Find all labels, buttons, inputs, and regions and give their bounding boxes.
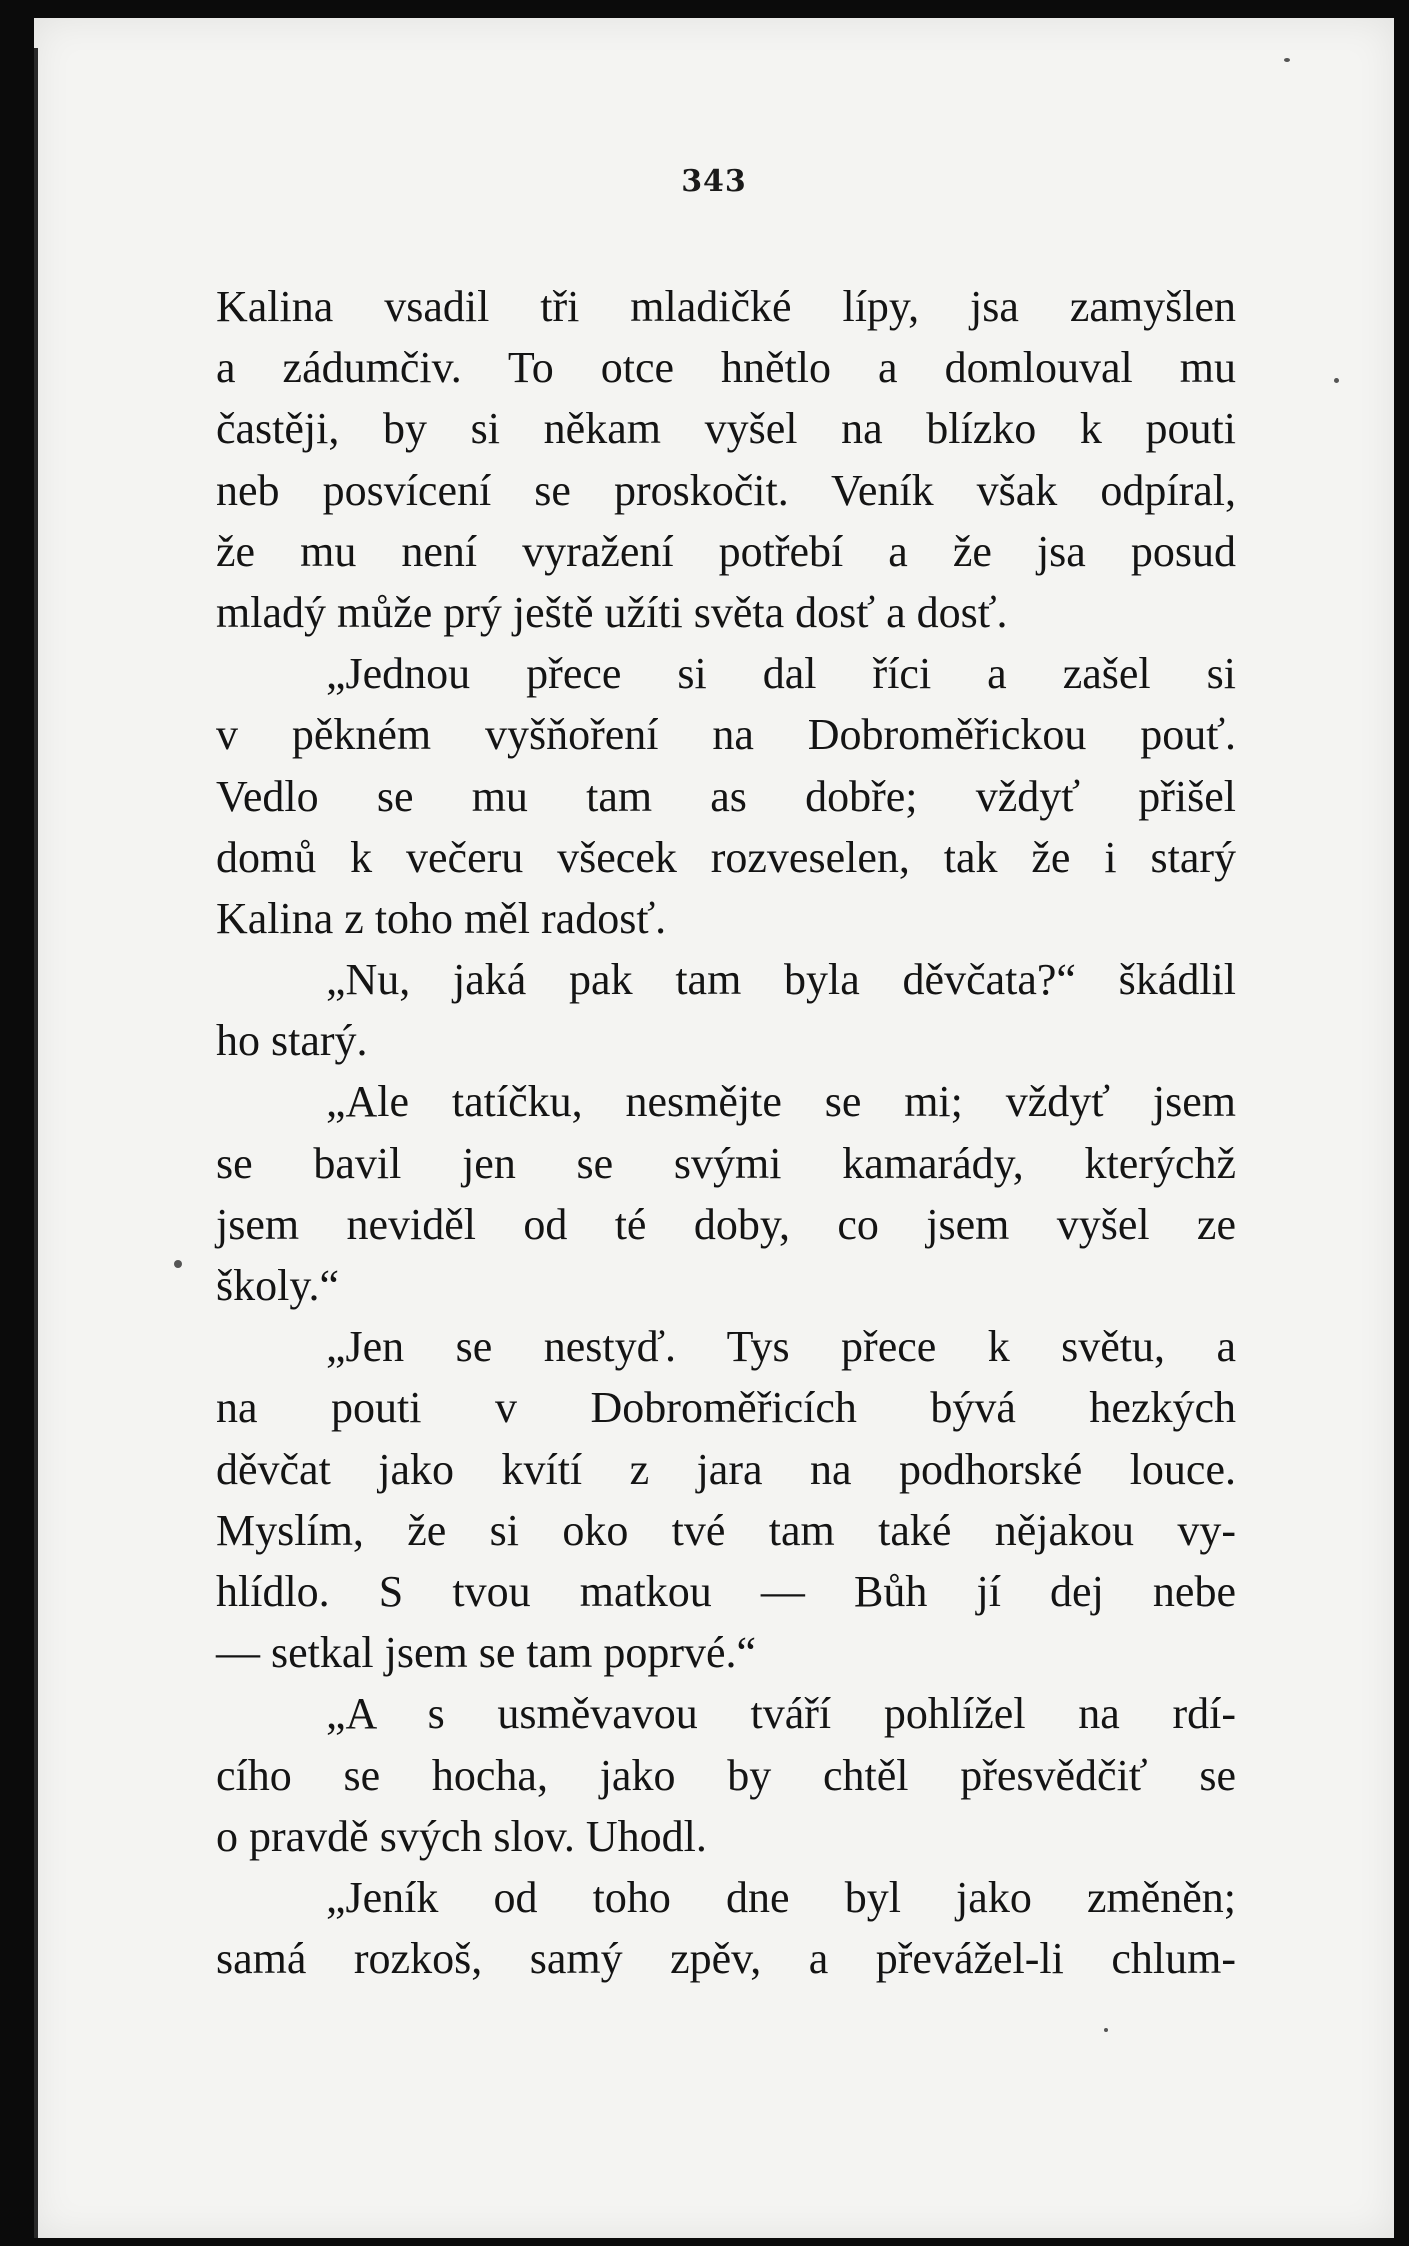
text-line: a zádumčiv. To otce hnětlo a domlouval mu bbox=[216, 343, 1236, 393]
text-line: ho starý. bbox=[216, 1016, 368, 1066]
text-line: „Ale tatíčku, nesmějte se mi; vždyť jsem bbox=[326, 1077, 1236, 1127]
scan-speck bbox=[1334, 378, 1339, 383]
text-line: Kalina vsadil tři mladičké lípy, jsa zamyšlen bbox=[216, 282, 1236, 331]
text-line: častěji, by si někam vyšel na blízko k pouti bbox=[216, 404, 1236, 454]
text-line: Kalina z toho měl radosť. bbox=[216, 893, 667, 943]
page-number: 343 bbox=[681, 164, 747, 199]
text-line: neb posvícení se proskočit. Veník však odpíral, bbox=[216, 465, 1236, 515]
text-line: na pouti v Dobroměřicích bývá hezkých bbox=[216, 1383, 1236, 1433]
text-line: „Nu, jaká pak tam byla děvčata?“ škádlil bbox=[326, 955, 1236, 1005]
text-line: se bavil jen se svými kamarády, kterýchž bbox=[216, 1138, 1236, 1188]
body-text bbox=[216, 276, 1236, 1989]
text-line: „Jednou přece si dal říci a zašel si bbox=[326, 649, 1236, 699]
text-line: domů k večeru všecek rozveselen, tak že i starý bbox=[216, 832, 1236, 882]
text-line: v pěkném vyšňoření na Dobroměřickou pouť. bbox=[216, 710, 1236, 760]
text-line: Myslím, že si oko tvé tam také nějakou vy- bbox=[216, 1505, 1236, 1555]
text-line: — setkal jsem se tam poprvé.“ bbox=[216, 1628, 757, 1678]
text-line: o pravdě svých slov. Uhodl. bbox=[216, 1811, 707, 1861]
text-line: „Jeník od toho dne byl jako změněn; bbox=[326, 1872, 1236, 1922]
text-line: Vedlo se mu tam as dobře; vždyť přišel bbox=[216, 771, 1236, 821]
text-line: cího se hocha, jako by chtěl přesvědčiť se bbox=[216, 1750, 1236, 1800]
page-edge-shadow bbox=[34, 48, 38, 2238]
scan-speck bbox=[1104, 2028, 1108, 2032]
text-line: školy.“ bbox=[216, 1261, 340, 1310]
text-line: samá rozkoš, samý zpěv, a převážel-li chlum- bbox=[216, 1934, 1236, 1984]
text-line: „A s usměvavou tváří pohlížel na rdí- bbox=[326, 1689, 1236, 1739]
scan-speck bbox=[174, 1260, 182, 1268]
text-line: mladý může prý ještě užíti světa dosť a dosť. bbox=[216, 587, 1008, 637]
text-line: děvčat jako kvítí z jara na podhorské louce. bbox=[216, 1444, 1236, 1494]
scan-speck bbox=[1284, 58, 1290, 62]
text-line: že mu není vyražení potřebí a že jsa posud bbox=[216, 526, 1236, 576]
book-page bbox=[34, 18, 1394, 2238]
text-line: „Jen se nestyď. Tys přece k světu, a bbox=[326, 1322, 1236, 1372]
text-line: hlídlo. S tvou matkou — Bůh jí dej nebe bbox=[216, 1566, 1236, 1616]
text-line: jsem neviděl od té doby, co jsem vyšel ze bbox=[216, 1199, 1236, 1249]
